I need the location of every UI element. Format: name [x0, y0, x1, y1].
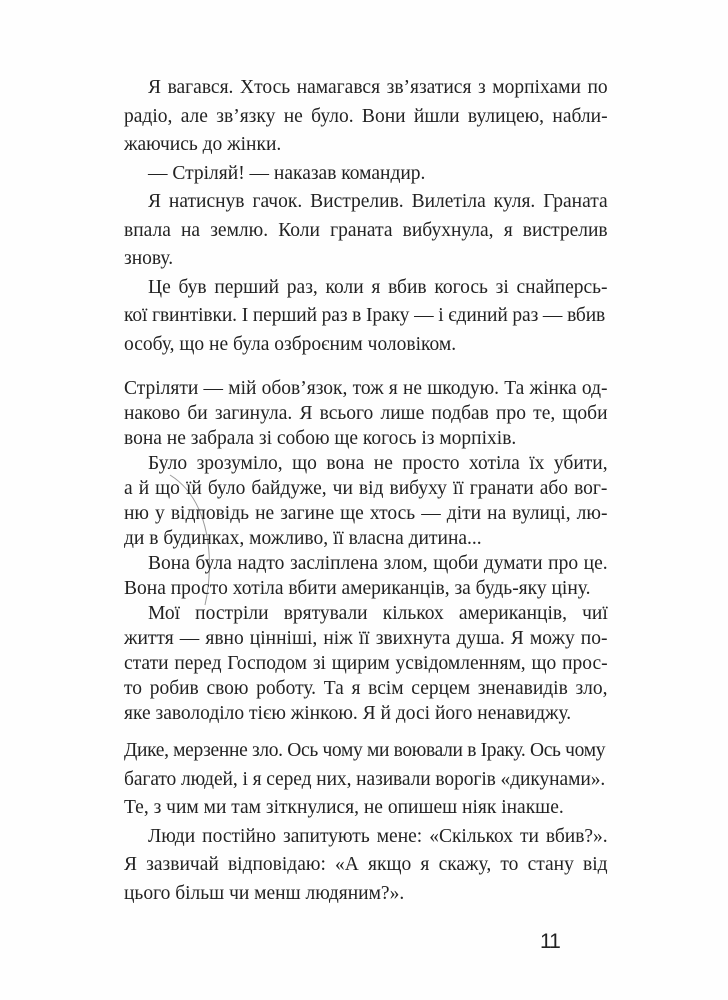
text-line: кої гвинтівки. І перший раз в Іраку — і єдиний раз — вбив [124, 305, 606, 326]
text-line: Було зрозуміло, що вона не просто хотіла їх убити, [148, 453, 608, 474]
text-line: жаючись до жінки. [124, 134, 282, 155]
text-line: радіо, але зв’язку не було. Вони йшли вулицею, набли- [124, 105, 608, 127]
page-number: 11 [540, 930, 560, 953]
text-line: то робив свою роботу. Та я всім серцем зненавидів зло, [124, 678, 608, 699]
text-line: Те, з чим ми там зіткнулися, не опишеш ніяк інакше. [124, 797, 564, 818]
text-line: Я вагався. Хтось намагався зв’язатися з морпіхами по [148, 77, 608, 98]
text-line: Стріляти — мій обов’язок, тож я не шкодую. Та жінка од- [124, 378, 608, 399]
text-line: вона не забрала зі собою ще когось із морпіхів. [124, 428, 517, 449]
text-line: багато людей, і я серед них, називали ворогів «дикунами». [124, 768, 606, 790]
text-line: а й що їй було байдуже, чи від вибуху її гранати або вог- [124, 478, 608, 499]
text-section-3 [124, 737, 608, 908]
text-line: Це був перший раз, коли я вбив когось зі снайперсь- [148, 276, 608, 298]
text-line: впала на землю. Коли граната вибухнула, я вистрелив [124, 219, 608, 241]
text-line: цього більш чи менш людяним?». [124, 882, 405, 904]
text-line: Дике, мерзенне зло. Ось чому ми воювали в Іраку. Ось чому [124, 740, 606, 761]
text-line: особу, що не була озброєним чоловіком. [124, 333, 457, 355]
text-line: Люди постійно запитують мене: «Скількох ти вбив?». [148, 825, 608, 847]
text-line: стати перед Господом зі щирим усвідомленням, що прос- [124, 653, 608, 674]
text-line: ди в будинках, можливо, її власна дитина... [124, 528, 482, 549]
text-line: знову. [124, 248, 174, 269]
text-line: наково би загинула. Я всього лише подбав про те, щоби [124, 403, 608, 424]
text-line: Вона просто хотіла вбити американців, за будь-яку ціну. [124, 578, 591, 599]
text-line: ню у відповідь не загине ще хтось — діти на вулиці, лю- [124, 503, 608, 524]
text-line: Вона була надто засліплена злом, щоби думати про це. [148, 553, 608, 574]
text-line: Я натиснув гачок. Вистрелив. Вилетіла куля. Граната [148, 191, 608, 212]
text-line: Я зазвичай відповідаю: «А якщо я скажу, то стану від [124, 854, 608, 875]
text-section-2 [124, 376, 608, 726]
text-line: Мої постріли врятували кількох американців, чиї [148, 603, 608, 624]
text-line: яке заволоділо тією жінкою. Я й досі його ненавиджу. [124, 703, 572, 724]
text-line: — Стріляй! — наказав командир. [148, 162, 426, 184]
text-section-1 [124, 74, 608, 359]
text-line: життя — явно цінніші, ніж її звихнута душа. Я можу по- [124, 628, 608, 649]
